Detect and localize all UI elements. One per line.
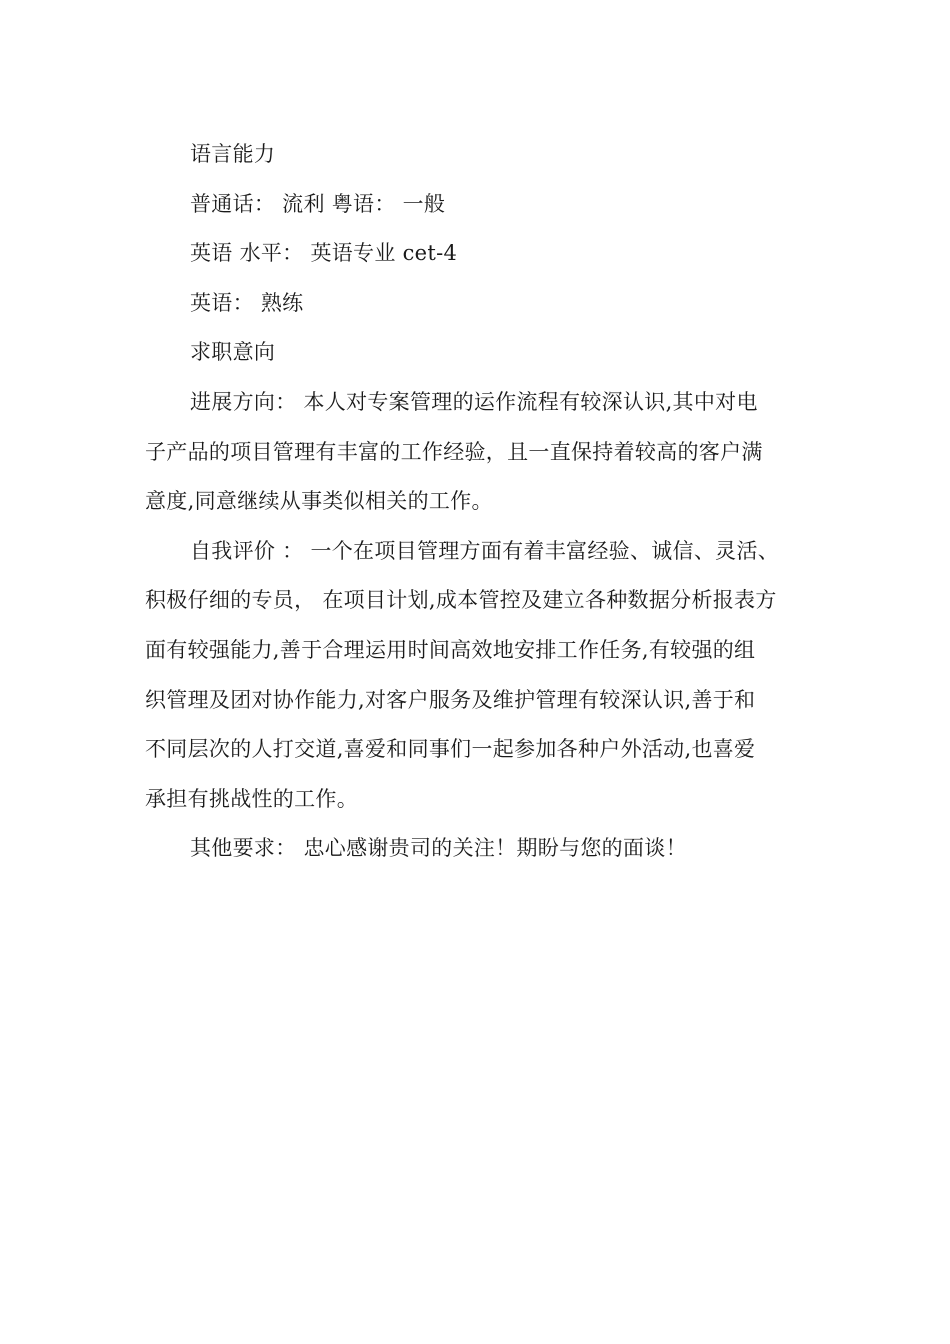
self-evaluation-line-4: 织管理及团对协作能力,对客户服务及维护管理有较深认识,善于和 [145,687,756,712]
self-evaluation-line-3: 面有较强能力,善于合理运用时间高效地安排工作任务,有较强的组 [145,637,756,662]
english-proficiency-line: 英语： 熟练 [190,290,304,315]
english-level-line: 英语 水平： 英语专业 cet-4 [190,241,458,266]
mandarin-cantonese-line: 普通话： 流利 粤语： 一般 [190,191,446,216]
development-direction-line-3: 意度,同意继续从事类似相关的工作。 [145,489,493,514]
self-evaluation-line-5: 不同层次的人打交道,喜爱和同事们一起参加各种户外活动,也喜爱 [145,737,756,762]
self-evaluation-line-6: 承担有挑战性的工作。 [145,786,358,811]
document-body [145,130,835,874]
development-direction-line-2: 子产品的项目管理有丰富的工作经验，且一直保持着较高的客户满 [145,439,763,464]
development-direction-line-1: 进展方向： 本人对专案管理的运作流程有较深认识,其中对电 [190,389,758,414]
section-heading-job-intention: 求职意向 [190,340,276,365]
self-evaluation-line-2: 积极仔细的专员， 在项目计划,成本管控及建立各种数据分析报表方 [145,588,777,613]
other-requirements-line: 其他要求： 忠心感谢贵司的关注！期盼与您的面谈！ [190,836,687,861]
section-heading-language: 语言能力 [190,142,276,166]
self-evaluation-line-1: 自我评价 ： 一个在项目管理方面有着丰富经验、诚信、灵活、 [190,538,780,563]
